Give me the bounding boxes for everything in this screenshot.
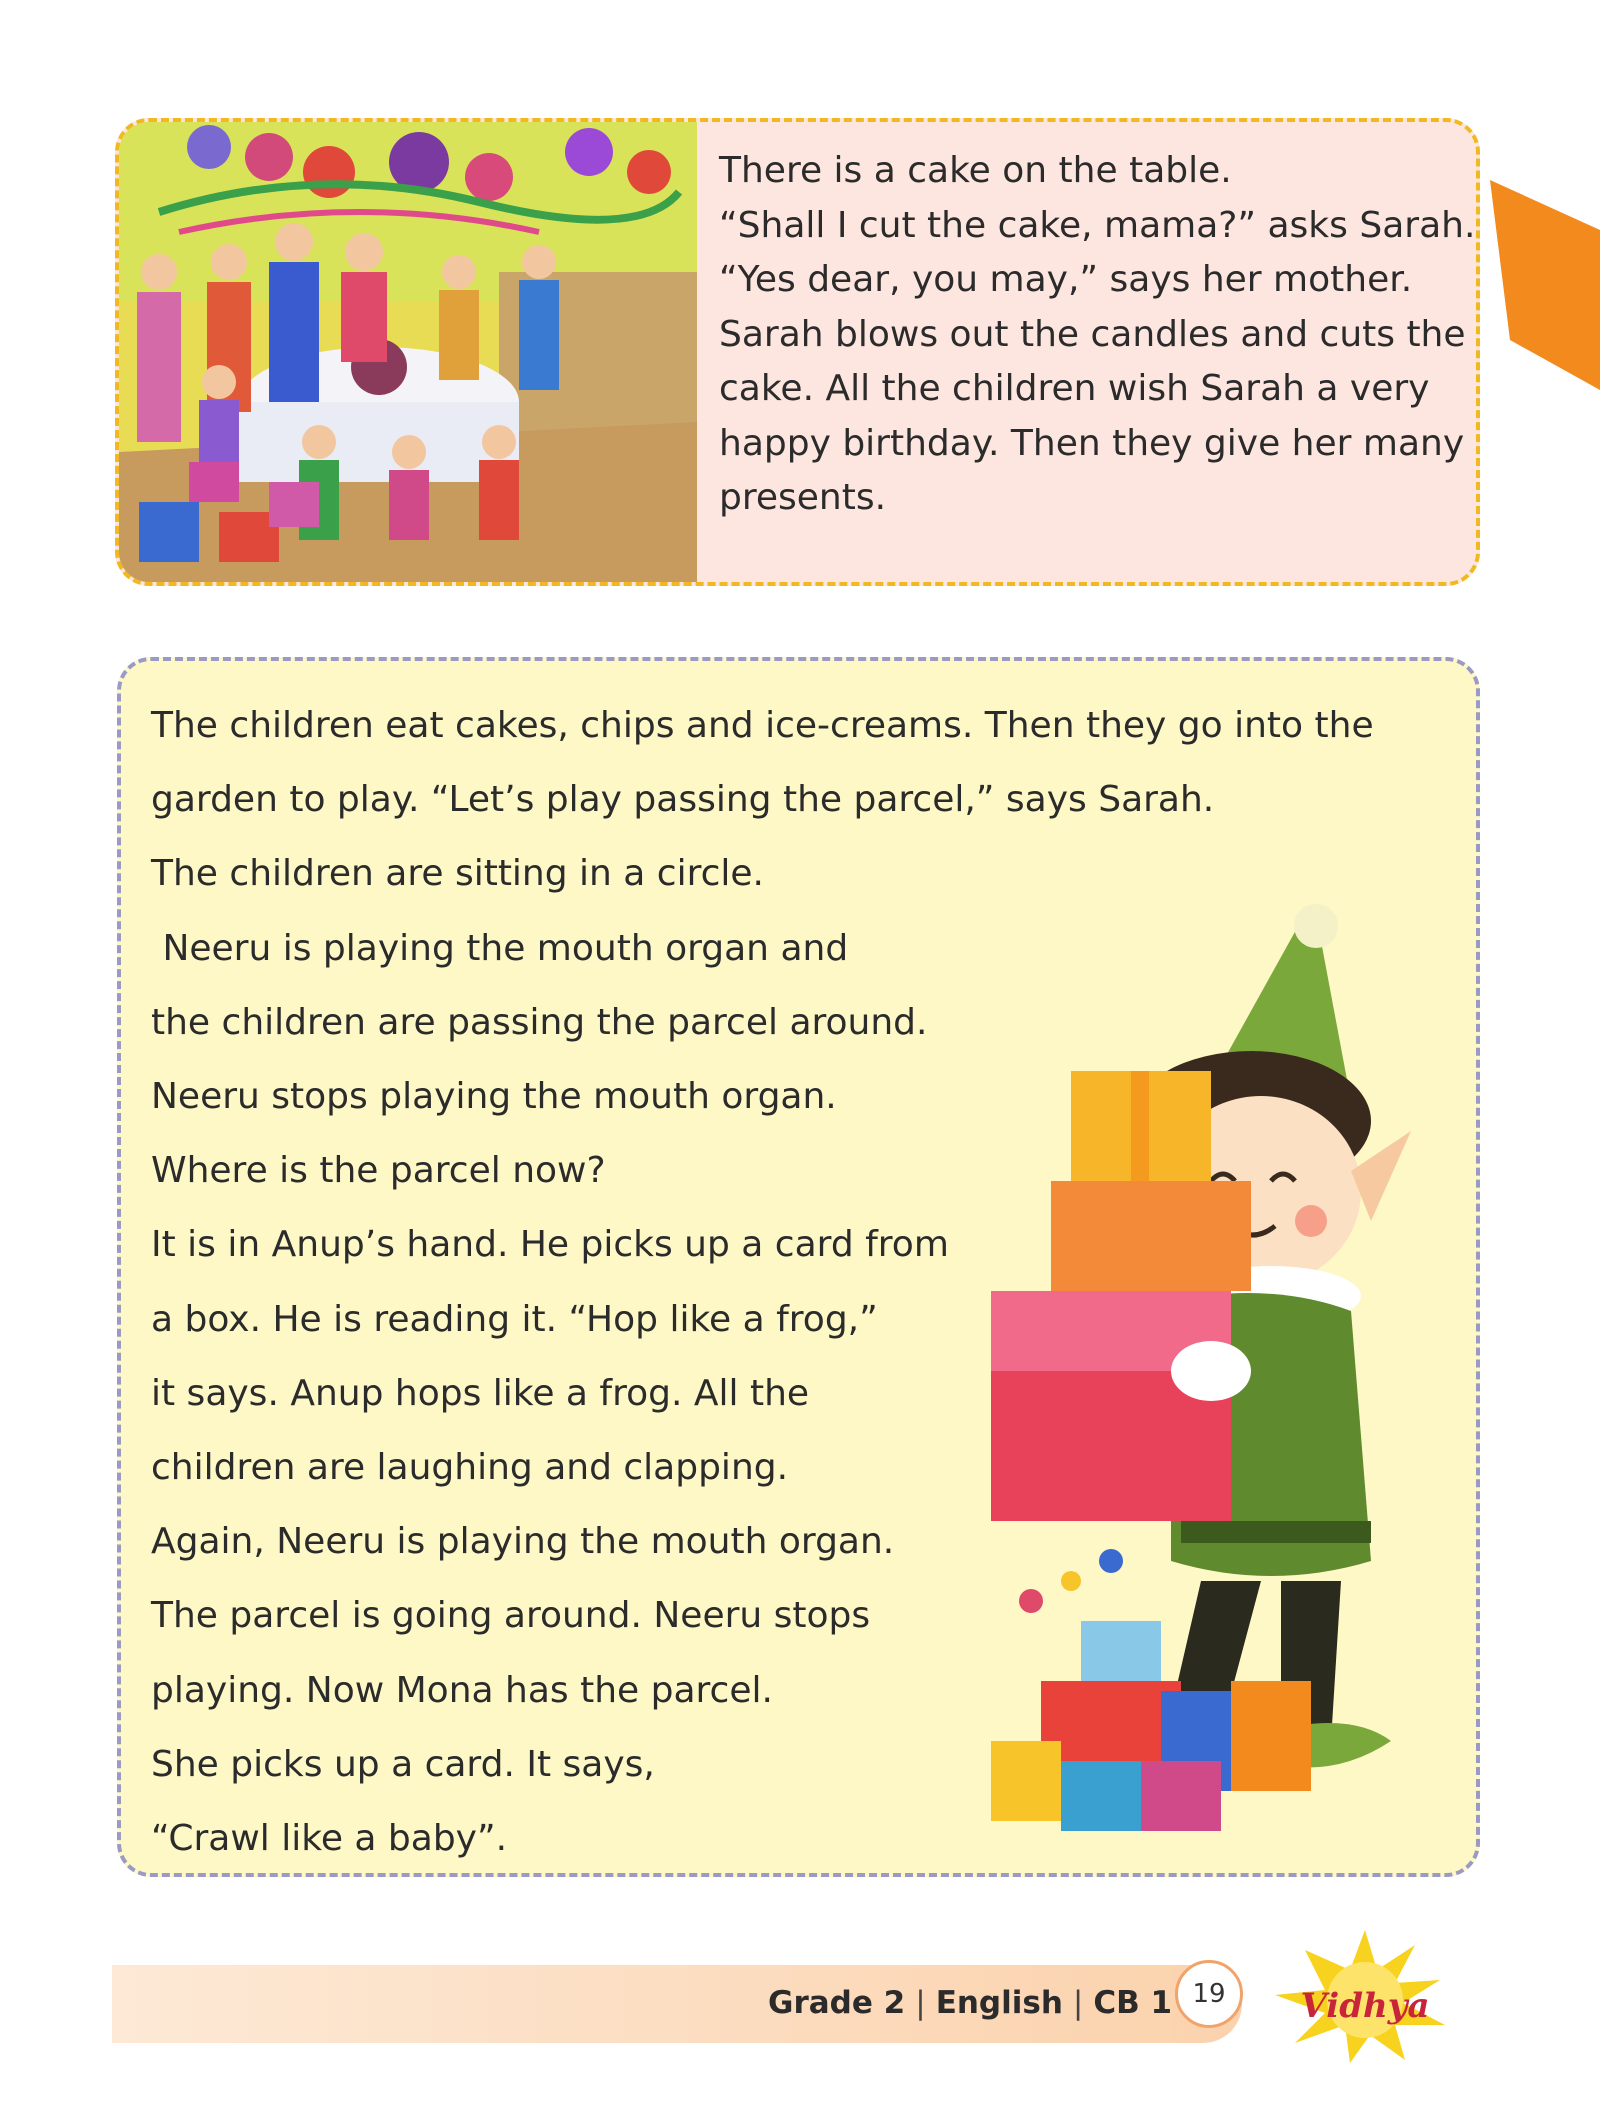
- page-number: 19: [1175, 1960, 1243, 2028]
- top-story-box: [115, 118, 1480, 586]
- birthday-party-illustration: [119, 122, 697, 582]
- footer-separator: |: [915, 1985, 926, 2021]
- orange-side-tab: [1490, 160, 1600, 390]
- footer-separator: |: [1072, 1985, 1084, 2021]
- bottom-story-line: it says. Anup hops like a frog. All the: [151, 1372, 810, 1414]
- bottom-story-line: Neeru stops playing the mouth organ.: [151, 1076, 837, 1118]
- bottom-story-line: The parcel is going around. Neeru stops: [151, 1595, 871, 1637]
- bottom-story-line: playing. Now Mona has the parcel.: [151, 1669, 773, 1711]
- bottom-story-line: “Crawl like a baby”.: [151, 1818, 508, 1860]
- top-story-line: cake. All the children wish Sarah a very: [719, 368, 1430, 409]
- footer-grade: Grade 2: [768, 1985, 906, 2021]
- top-story-line: “Shall I cut the cake, mama?” asks Sarah.: [719, 204, 1476, 246]
- bottom-story-box: [117, 657, 1480, 1877]
- bottom-story-line: The children eat cakes, chips and ice-creams. Then they go into the: [151, 705, 1374, 746]
- top-story-line: Sarah blows out the candles and cuts the: [719, 313, 1466, 355]
- top-story-text: [719, 144, 1476, 526]
- top-story-line: “Yes dear, you may,” says her mother.: [719, 259, 1413, 300]
- top-story-line: presents.: [719, 477, 887, 518]
- bottom-story-line: The children are sitting in a circle.: [151, 853, 765, 895]
- svg-text:Vidhya: Vidhya: [1300, 1986, 1430, 2026]
- footer-label: [768, 1985, 1172, 2021]
- bottom-story-line: Again, Neeru is playing the mouth organ.: [151, 1521, 895, 1563]
- vidhya-logo: [1255, 1925, 1475, 2065]
- footer-subject: English: [935, 1985, 1063, 2021]
- bottom-story-line: Where is the parcel now?: [151, 1150, 606, 1192]
- bottom-story-line: It is in Anup’s hand. He picks up a card from: [151, 1224, 949, 1266]
- bottom-story-line: the children are passing the parcel around.: [151, 1001, 928, 1043]
- bottom-story-line: She picks up a card. It says,: [151, 1743, 655, 1785]
- bottom-story-line: Neeru is playing the mouth organ and: [151, 927, 849, 969]
- bottom-story-line: children are laughing and clapping.: [151, 1447, 789, 1489]
- bottom-story-line: a box. He is reading it. “Hop like a frog,”: [151, 1298, 878, 1340]
- top-story-line: There is a cake on the table.: [719, 150, 1232, 191]
- top-story-line: happy birthday. Then they give her many: [719, 422, 1465, 464]
- bottom-story-line: garden to play. “Let’s play passing the parcel,” says Sarah.: [151, 779, 1215, 821]
- elf-with-presents-illustration: [971, 861, 1451, 1861]
- footer-book: CB 1: [1093, 1985, 1173, 2021]
